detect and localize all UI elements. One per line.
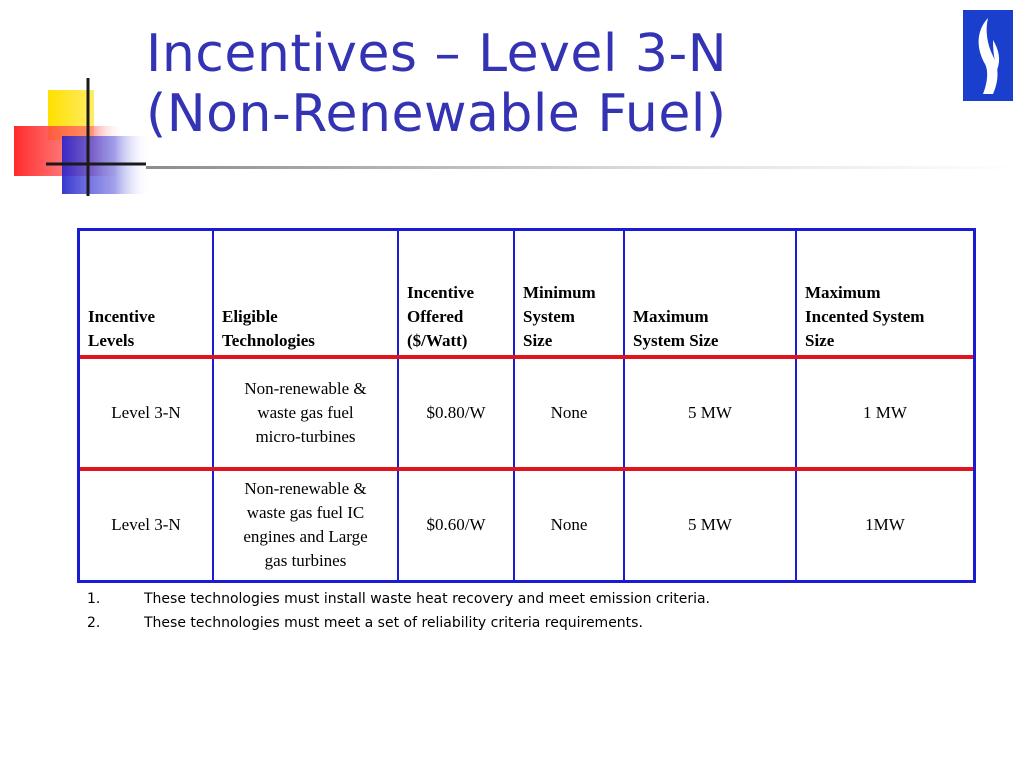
footnote-number: 1. (87, 591, 101, 607)
cell-incentive-offered: $0.80/W (398, 357, 514, 469)
incentives-table-container (77, 228, 976, 583)
cell-incentive-offered: $0.60/W (398, 469, 514, 581)
cell-eligible-technologies: Non-renewable & waste gas fuel IC engines and Large gas turbines (213, 469, 398, 581)
table-header-row (80, 231, 973, 357)
footnote-text: These technologies must install waste heat recovery and meet emission criteria. (144, 591, 711, 607)
table-row (80, 357, 973, 469)
cell-incentive-level: Level 3-N (111, 515, 181, 535)
title-line-1: Incentives – Level 3-N (146, 24, 728, 84)
header-eligible-technologies: Eligible Technologies (213, 231, 398, 357)
cell-maximum-size: 5 MW (624, 357, 796, 469)
cell-maximum-size: 5 MW (624, 469, 796, 581)
header-minimum-system-size: Minimum System Size (514, 231, 624, 357)
cell-maximum-incented-size: 1 MW (796, 357, 973, 469)
title-underline (146, 166, 1024, 169)
incentives-table (80, 231, 973, 580)
footnote-text: These technologies must meet a set of reliability criteria requirements. (144, 615, 643, 631)
footnote-1 (87, 588, 987, 612)
cell-minimum-size: None (514, 357, 624, 469)
header-incentive-offered: Incentive Offered ($/Watt) (398, 231, 514, 357)
slide-title (146, 24, 926, 144)
cell-maximum-incented-size: 1MW (796, 469, 973, 581)
cell-minimum-size: None (514, 469, 624, 581)
cell-eligible-technologies: Non-renewable & waste gas fuel micro-turbines (213, 357, 398, 469)
header-incentive-levels: Incentive Levels (88, 307, 156, 350)
decorative-squares-graphic (0, 0, 150, 200)
header-maximum-incented-system-size: Maximum Incented System Size (796, 231, 973, 357)
header-maximum-system-size: Maximum System Size (624, 231, 796, 357)
title-line-2: (Non-Renewable Fuel) (146, 84, 727, 144)
table-row (80, 469, 973, 581)
cell-incentive-level: Level 3-N (111, 402, 181, 422)
footnote-2 (87, 612, 987, 636)
company-logo-icon (963, 10, 1013, 101)
footnote-number: 2. (87, 615, 101, 631)
footnotes (87, 588, 987, 636)
